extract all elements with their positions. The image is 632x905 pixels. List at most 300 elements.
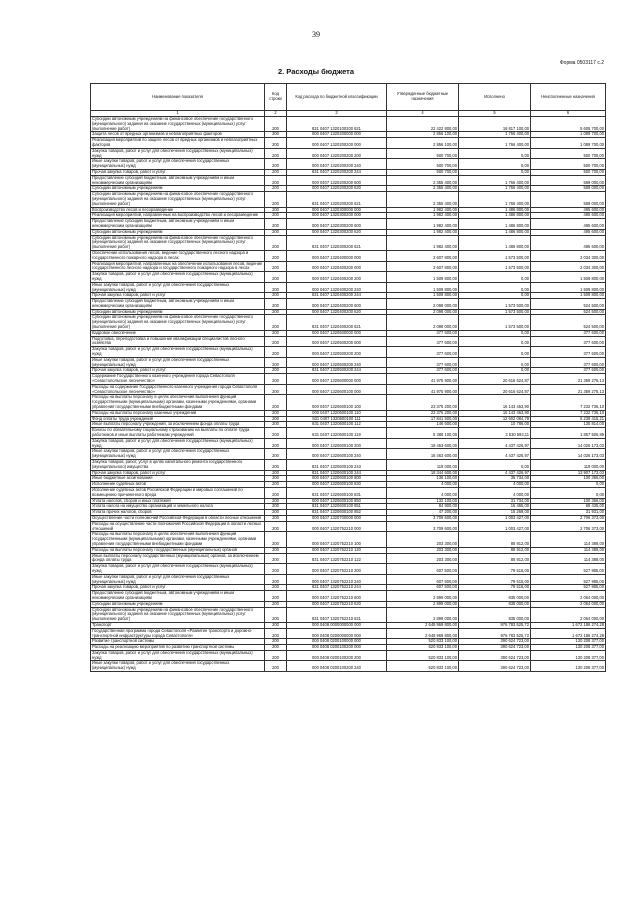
executed-amount-cell: 1 486 800,00 xyxy=(459,235,531,250)
executed-amount-cell: 16 465,00 xyxy=(459,504,531,510)
budget-code-cell: 000 0407 1320400000 000 xyxy=(287,250,387,261)
line-code-cell: 200 xyxy=(265,422,287,428)
approved-amount-cell: 2 355 400,00 xyxy=(387,192,459,207)
line-code-cell: 200 xyxy=(265,498,287,504)
line-code-cell: 200 xyxy=(265,504,287,510)
unexecuted-amount-cell: 589 000,00 xyxy=(531,175,606,186)
approved-amount-cell: 4 000,00 xyxy=(387,487,459,498)
line-code-cell: 200 xyxy=(265,521,287,532)
indicator-name-cell: Иные закупки товаров, работ и услуг для обеспечения государственных (муниципальных) нужд xyxy=(91,661,265,672)
table-row xyxy=(91,628,606,639)
indicator-name-cell: Закупка товаров, работ и услуг для обеспечения государственных (муниципальных) нужд xyxy=(91,272,265,283)
approved-amount-cell: 47 200,00 xyxy=(387,510,459,516)
unexecuted-amount-cell: 135 814,00 xyxy=(531,422,606,428)
indicator-name-cell: Расходы на выплаты персоналу в целях обеспечения выполнения функций государственными (муниципальными) органами, казенными учреждениями, органами управления государственными внебюджетными фондами xyxy=(91,532,265,547)
executed-amount-cell: 1 766 400,00 xyxy=(459,175,531,186)
line-code-cell: 200 xyxy=(265,591,287,602)
column-number: 6 xyxy=(531,111,606,117)
budget-code-cell: 000 0407 1320600100 830 xyxy=(287,482,387,488)
budget-code-cell: 000 0407 1320752210 120 xyxy=(287,547,387,553)
line-code-cell: 200 xyxy=(265,272,287,283)
indicator-name-cell: Реализация мероприятий по защите лесов от вредных организмов и неблагоприятных факторов xyxy=(91,138,265,149)
approved-amount-cell: 1 509 800,00 xyxy=(387,282,459,293)
budget-code-cell: 000 0408 0200100000 000 xyxy=(287,639,387,645)
executed-amount-cell: 390 624 723,00 xyxy=(459,645,531,651)
unexecuted-amount-cell: 524 500,00 xyxy=(531,315,606,330)
budget-code-cell: 000 0407 1320600100 110 xyxy=(287,410,387,416)
approved-amount-cell: 22 422 800,00 xyxy=(387,117,459,132)
approved-amount-cell: 377 600,00 xyxy=(387,347,459,358)
indicator-name-cell: Уплата налога на имущество организаций и земельного налога xyxy=(91,504,265,510)
approved-amount-cell: 500 700,00 xyxy=(387,169,459,175)
unexecuted-amount-cell: 130 208 377,00 xyxy=(531,661,606,672)
approved-amount-cell: 1 982 400,00 xyxy=(387,235,459,250)
approved-amount-cell: 41 975 900,00 xyxy=(387,384,459,395)
table-row xyxy=(91,504,606,510)
table-row xyxy=(91,138,606,149)
indicator-name-cell: Закупка товаров, работ, услуг в целях капитального ремонта государственного (муниципального) имущества xyxy=(91,460,265,471)
executed-amount-cell: 20 616 624,87 xyxy=(459,374,531,385)
indicator-name-cell: Субсидии автономным учреждениям xyxy=(91,229,265,235)
line-code-cell: 200 xyxy=(265,219,287,230)
line-code-cell: 200 xyxy=(265,169,287,175)
table-row xyxy=(91,574,606,585)
indicator-name-cell: Воспроизводство лесов и лесоразведение xyxy=(91,207,265,213)
executed-amount-cell: 3 530 593,11 xyxy=(459,428,531,439)
indicator-name-cell: Исполнение судебных актов xyxy=(91,482,265,488)
executed-amount-cell: 1 766 400,00 xyxy=(459,132,531,138)
unexecuted-amount-cell: 527 985,00 xyxy=(531,564,606,575)
indicator-name-cell: Расходы на выплаты персоналу в целях обеспечения выполнения функций государственными (муниципальными) органами, казенными учреждениями, органами управления государственными внебюджетными фондами xyxy=(91,395,265,410)
budget-code-cell: 000 0407 1320600100 100 xyxy=(287,395,387,410)
line-code-cell: 200 xyxy=(265,235,287,250)
budget-code-cell: 000 0407 1320400200 600 xyxy=(287,299,387,310)
budget-code-cell: 000 0407 1320300200 620 xyxy=(287,229,387,235)
unexecuted-amount-cell: 377 600,00 xyxy=(531,368,606,374)
line-code-cell: 200 xyxy=(265,229,287,235)
approved-amount-cell: 41 975 900,00 xyxy=(387,374,459,385)
executed-amount-cell: 4 437 426,97 xyxy=(459,449,531,460)
indicator-name-cell: Взносы по обязательному социальному страхованию на выплаты по оплате труда работников и иные выплаты работникам учреждений xyxy=(91,428,265,439)
executed-amount-cell: 20 616 624,87 xyxy=(459,384,531,395)
indicator-name-cell: Субсидии автономным учреждениям на финансовое обеспечение государственного (муниципального) задания на оказание государственных (муниципальных) услуг (выполнение работ) xyxy=(91,315,265,330)
line-code-cell: 200 xyxy=(265,510,287,516)
indicator-name-cell: Уплата прочих налогов, сборов xyxy=(91,510,265,516)
line-code-cell: 200 xyxy=(265,460,287,471)
executed-amount-cell: 1 486 800,00 xyxy=(459,229,531,235)
budget-code-cell: 831 0407 1320600100 111 xyxy=(287,416,387,422)
page-number: 39 xyxy=(312,30,320,39)
approved-amount-cell: 18 463 600,00 xyxy=(387,438,459,449)
line-code-cell: 200 xyxy=(265,622,287,628)
header-row xyxy=(91,84,606,111)
budget-code-cell: 831 0407 1320400200 244 xyxy=(287,293,387,299)
indicator-name-cell: Кадровое обеспечение xyxy=(91,330,265,336)
unexecuted-amount-cell: 500 700,00 xyxy=(531,159,606,170)
budget-code-cell: 831 0407 1320752210 244 xyxy=(287,585,387,591)
line-code-cell: 200 xyxy=(265,470,287,476)
approved-amount-cell: 1 982 400,00 xyxy=(387,229,459,235)
table-row xyxy=(91,219,606,230)
budget-code-cell: 000 0407 1320500200 200 xyxy=(287,347,387,358)
budget-code-cell: 831 0407 1320600100 851 xyxy=(287,504,387,510)
indicator-name-cell: Расходы на реализацию мероприятий по развитию транспортной системы xyxy=(91,645,265,651)
indicator-name-cell: Подготовка, переподготовка и повышение квалификации специалистов лесного хозяйства xyxy=(91,336,265,347)
indicator-name-cell: Субсидии автономным учреждениям на финансовое обеспечение государственного (муниципального) задания на оказание государственных (муниципальных) услуг (выполнение работ) xyxy=(91,192,265,207)
executed-amount-cell: 79 515,00 xyxy=(459,564,531,575)
table-row xyxy=(91,374,606,385)
line-code-cell: 200 xyxy=(265,553,287,564)
approved-amount-cell: 132 100,00 xyxy=(387,498,459,504)
executed-amount-cell: 12 602 084,79 xyxy=(459,416,531,422)
unexecuted-amount-cell: 500 700,00 xyxy=(531,169,606,175)
budget-code-cell: 000 0408 0200000000 000 xyxy=(287,628,387,639)
line-code-cell: 200 xyxy=(265,410,287,416)
approved-amount-cell: 520 833 100,00 xyxy=(387,661,459,672)
line-code-cell: 200 xyxy=(265,117,287,132)
approved-amount-cell: 1 509 800,00 xyxy=(387,272,459,283)
indicator-name-cell: Иные бюджетные ассигнования xyxy=(91,476,265,482)
budget-code-cell: 000 0407 1320600100 240 xyxy=(287,449,387,460)
approved-amount-cell: 2 648 969 800,00 xyxy=(387,622,459,628)
approved-amount-cell: 2 899 000,00 xyxy=(387,607,459,622)
unexecuted-amount-cell: 524 500,00 xyxy=(531,309,606,315)
unexecuted-amount-cell: 2 034 300,00 xyxy=(531,250,606,261)
indicator-name-cell: Прочая закупка товаров, работ и услуг xyxy=(91,293,265,299)
table-row xyxy=(91,207,606,213)
executed-amount-cell: 1 573 500,00 xyxy=(459,261,531,272)
line-code-cell: 200 xyxy=(265,661,287,672)
indicator-name-cell: Прочая закупка товаров, работ и услуг xyxy=(91,169,265,175)
approved-amount-cell: 203 300,00 xyxy=(387,547,459,553)
approved-amount-cell: 2 899 000,00 xyxy=(387,591,459,602)
budget-code-cell: 831 0407 1320500200 244 xyxy=(287,368,387,374)
unexecuted-amount-cell: 130 208 377,00 xyxy=(531,645,606,651)
indicator-name-cell: Реализация мероприятий, направленных на воспроизводство лесов и лесоразведение xyxy=(91,213,265,219)
indicator-name-cell: Закупка товаров, работ и услуг для обеспечения государственных (муниципальных) нужд xyxy=(91,148,265,159)
table-row xyxy=(91,261,606,272)
unexecuted-amount-cell: 0,00 xyxy=(531,482,606,488)
line-code-cell: 200 xyxy=(265,207,287,213)
budget-code-cell: 000 0407 1320300200 000 xyxy=(287,213,387,219)
column-number: 2 xyxy=(265,111,287,117)
budget-code-cell: 000 0407 1320500200 000 xyxy=(287,336,387,347)
indicator-name-cell: Иные выплаты персоналу государственных (муниципальных) органов, за исключением фонда оплаты труда xyxy=(91,553,265,564)
approved-amount-cell: 2 355 400,00 xyxy=(387,186,459,192)
table-row xyxy=(91,213,606,219)
table-row xyxy=(91,438,606,449)
budget-code-cell: 831 0407 1320600100 244 xyxy=(287,470,387,476)
table-row xyxy=(91,159,606,170)
indicator-name-cell: Государственная программа города Севастополя «Развитие транспорта и дорожно-транспортной инфраструктуры города Севастополя» xyxy=(91,628,265,639)
budget-code-cell: 000 0407 1320400200 240 xyxy=(287,282,387,293)
approved-amount-cell: 520 833 100,00 xyxy=(387,639,459,645)
budget-code-cell: 000 0407 1320600100 000 xyxy=(287,384,387,395)
executed-amount-cell: 0,00 xyxy=(459,460,531,471)
indicator-name-cell: Фонд оплаты труда учреждений xyxy=(91,416,265,422)
approved-amount-cell: 377 600,00 xyxy=(387,357,459,368)
indicator-name-cell: Закупка товаров, работ и услуг для обеспечения государственных (муниципальных) нужд xyxy=(91,564,265,575)
executed-amount-cell: 0,00 xyxy=(459,272,531,283)
unexecuted-amount-cell: 5 239 415,21 xyxy=(531,416,606,422)
indicator-name-cell: Субсидии автономным учреждениям на финансовое обеспечение государственного (муниципального) задания на оказание государственных (муниципальных) услуг (выполнение работ) xyxy=(91,117,265,132)
approved-amount-cell: 23 376 200,00 xyxy=(387,410,459,416)
indicator-name-cell: Субсидии автономным учреждениям xyxy=(91,601,265,607)
executed-amount-cell: 79 515,00 xyxy=(459,574,531,585)
budget-code-cell: 000 0407 1320400200 000 xyxy=(287,261,387,272)
budget-code-cell: 831 0407 1320600100 112 xyxy=(287,422,387,428)
budget-code-cell: 000 0408 0200100200 240 xyxy=(287,661,387,672)
column-header: Утвержденные бюджетные назначения xyxy=(387,84,459,111)
line-code-cell: 200 xyxy=(265,564,287,575)
executed-amount-cell: 15 269,00 xyxy=(459,510,531,516)
unexecuted-amount-cell: 21 359 275,13 xyxy=(531,384,606,395)
expenses-table xyxy=(90,83,606,672)
budget-code-cell: 000 0407 1320700000 000 xyxy=(287,515,387,521)
indicator-name-cell: Предоставление субсидий бюджетным, автономным учреждениям и иным некоммерческим организациям xyxy=(91,591,265,602)
table-row xyxy=(91,607,606,622)
table-row xyxy=(91,532,606,547)
executed-amount-cell: 1 766 400,00 xyxy=(459,192,531,207)
budget-code-cell: 000 0407 1320200200 620 xyxy=(287,186,387,192)
approved-amount-cell: 2 648 969 800,00 xyxy=(387,628,459,639)
unexecuted-amount-cell: 13 907 173,03 xyxy=(531,470,606,476)
budget-code-cell: 000 0407 1320200200 600 xyxy=(287,175,387,186)
line-code-cell: 200 xyxy=(265,148,287,159)
approved-amount-cell: 18 344 600,00 xyxy=(387,470,459,476)
indicator-name-cell: Иные выплаты персоналу учреждений, за исключением фонда оплаты труда xyxy=(91,422,265,428)
executed-amount-cell: 1 573 500,00 xyxy=(459,299,531,310)
unexecuted-amount-cell: 2 064 000,00 xyxy=(531,591,606,602)
budget-code-cell: 000 0407 1320400200 200 xyxy=(287,272,387,283)
unexecuted-amount-cell: 14 026 173,03 xyxy=(531,438,606,449)
approved-amount-cell: 18 463 600,00 xyxy=(387,449,459,460)
indicator-name-cell: Иные закупки товаров, работ и услуг для обеспечения государственных (муниципальных) нужд xyxy=(91,574,265,585)
unexecuted-amount-cell: 2 706 373,00 xyxy=(531,515,606,521)
unexecuted-amount-cell: 1 857 506,89 xyxy=(531,428,606,439)
table-row xyxy=(91,645,606,651)
column-number: 3 xyxy=(287,111,387,117)
table-row xyxy=(91,650,606,661)
unexecuted-amount-cell: 2 034 300,00 xyxy=(531,261,606,272)
budget-code-cell: 000 0407 1320752210 240 xyxy=(287,574,387,585)
line-code-cell: 200 xyxy=(265,374,287,385)
unexecuted-amount-cell: 21 359 275,13 xyxy=(531,374,606,385)
unexecuted-amount-cell: 5 605 700,00 xyxy=(531,117,606,132)
executed-amount-cell: 835 000,00 xyxy=(459,601,531,607)
budget-code-cell: 000 0407 1320752210 620 xyxy=(287,601,387,607)
approved-amount-cell: 607 500,00 xyxy=(387,564,459,575)
unexecuted-amount-cell: 524 500,00 xyxy=(531,299,606,310)
executed-amount-cell: 1 486 800,00 xyxy=(459,207,531,213)
executed-amount-cell: 10 786,00 xyxy=(459,422,531,428)
executed-amount-cell: 16 143 463,90 xyxy=(459,395,531,410)
unexecuted-amount-cell: 1 509 800,00 xyxy=(531,282,606,293)
unexecuted-amount-cell: 130 208 377,00 xyxy=(531,639,606,645)
budget-code-cell: 000 0407 1320600100 200 xyxy=(287,438,387,449)
table-row xyxy=(91,395,606,410)
executed-amount-cell: 35 734,00 xyxy=(459,476,531,482)
form-label: Форма 0503117 с.2 xyxy=(559,60,604,66)
budget-code-cell: 000 0407 1320500200 240 xyxy=(287,357,387,368)
approved-amount-cell: 119 000,00 xyxy=(387,460,459,471)
executed-amount-cell: 79 515,00 xyxy=(459,585,531,591)
line-code-cell: 200 xyxy=(265,299,287,310)
budget-code-cell: 831 0407 1320400200 621 xyxy=(287,315,387,330)
line-code-cell: 200 xyxy=(265,368,287,374)
indicator-name-cell: Расходы на содержание Государственного казенного учреждения города Севастополя «Севастопольское лесничество» xyxy=(91,384,265,395)
budget-code-cell: 831 0407 1320600100 852 xyxy=(287,510,387,516)
table-row xyxy=(91,282,606,293)
executed-amount-cell: 0,00 xyxy=(459,347,531,358)
line-code-cell: 200 xyxy=(265,315,287,330)
table-row xyxy=(91,250,606,261)
line-code-cell: 200 xyxy=(265,384,287,395)
table-row xyxy=(91,132,606,138)
approved-amount-cell: 203 300,00 xyxy=(387,553,459,564)
executed-amount-cell: 88 912,00 xyxy=(459,532,531,547)
executed-amount-cell: 1 486 800,00 xyxy=(459,213,531,219)
column-number: 1 xyxy=(91,111,265,117)
approved-amount-cell: 520 833 100,00 xyxy=(387,645,459,651)
table-row xyxy=(91,487,606,498)
table-row xyxy=(91,428,606,439)
budget-code-cell: 000 0407 1320752210 200 xyxy=(287,564,387,575)
unexecuted-amount-cell: 31 931,00 xyxy=(531,510,606,516)
line-code-cell: 200 xyxy=(265,428,287,439)
executed-amount-cell: 976 783 525,72 xyxy=(459,628,531,639)
budget-code-cell: 000 0407 1320300200 600 xyxy=(287,219,387,230)
executed-amount-cell: 0,00 xyxy=(459,148,531,159)
unexecuted-amount-cell: 68 435,00 xyxy=(531,504,606,510)
indicator-name-cell: Развитие транспортной системы xyxy=(91,639,265,645)
budget-code-cell: 831 0407 1320752210 621 xyxy=(287,607,387,622)
indicator-name-cell: Расходы на выплаты персоналу казенных учреждений xyxy=(91,410,265,416)
unexecuted-amount-cell: 14 026 173,03 xyxy=(531,449,606,460)
unexecuted-amount-cell: 377 600,00 xyxy=(531,357,606,368)
indicator-name-cell: Уплата налогов, сборов и иных платежей xyxy=(91,498,265,504)
approved-amount-cell: 2 856 100,00 xyxy=(387,132,459,138)
budget-code-cell: 000 0408 0200100200 200 xyxy=(287,650,387,661)
line-code-cell: 200 xyxy=(265,192,287,207)
table-row xyxy=(91,272,606,283)
approved-amount-cell: 1 982 400,00 xyxy=(387,213,459,219)
line-code-cell: 200 xyxy=(265,186,287,192)
approved-amount-cell: 3 607 800,00 xyxy=(387,261,459,272)
executed-amount-cell: 0,00 xyxy=(459,282,531,293)
executed-amount-cell: 1 573 500,00 xyxy=(459,315,531,330)
unexecuted-amount-cell: 495 600,00 xyxy=(531,213,606,219)
approved-amount-cell: 2 856 100,00 xyxy=(387,138,459,149)
table-row xyxy=(91,299,606,310)
line-code-cell: 200 xyxy=(265,261,287,272)
table-row xyxy=(91,564,606,575)
line-code-cell: 200 xyxy=(265,213,287,219)
indicator-name-cell: Закупка товаров, работ и услуг для обеспечения государственных (муниципальных) нужд xyxy=(91,347,265,358)
column-header: Код расхода по бюджетной классификации xyxy=(287,84,387,111)
executed-amount-cell: 0,00 xyxy=(459,330,531,336)
executed-amount-cell: 0,00 xyxy=(459,368,531,374)
approved-amount-cell: 17 841 500,00 xyxy=(387,416,459,422)
line-code-cell: 200 xyxy=(265,607,287,622)
line-code-cell: 200 xyxy=(265,132,287,138)
approved-amount-cell: 4 000,00 xyxy=(387,482,459,488)
approved-amount-cell: 203 300,00 xyxy=(387,532,459,547)
column-header: Код строки xyxy=(265,84,287,111)
indicator-name-cell: Исполнение судебных актов Российской Федерации и мировых соглашений по возмещению причиненного вреда xyxy=(91,487,265,498)
unexecuted-amount-cell: 130 208 377,00 xyxy=(531,650,606,661)
line-code-cell: 200 xyxy=(265,650,287,661)
indicator-name-cell: Осуществление части полномочий Российской Федерации в области лесных отношений xyxy=(91,515,265,521)
table-row xyxy=(91,460,606,471)
line-code-cell: 200 xyxy=(265,547,287,553)
approved-amount-cell: 500 700,00 xyxy=(387,148,459,159)
approved-amount-cell: 1 509 800,00 xyxy=(387,293,459,299)
approved-amount-cell: 23 376 200,00 xyxy=(387,395,459,410)
approved-amount-cell: 1 982 400,00 xyxy=(387,219,459,230)
table-row xyxy=(91,357,606,368)
executed-amount-cell: 835 000,00 xyxy=(459,607,531,622)
unexecuted-amount-cell: 7 232 736,10 xyxy=(531,410,606,416)
unexecuted-amount-cell: 377 600,00 xyxy=(531,336,606,347)
budget-code-cell: 000 0407 1320300000 000 xyxy=(287,207,387,213)
line-code-cell: 200 xyxy=(265,416,287,422)
line-code-cell: 200 xyxy=(265,357,287,368)
indicator-name-cell: Реализация мероприятий, направленных на обеспечение использования лесов, ведение государственного лесного надзора и государственного пожарного надзора в лесах xyxy=(91,261,265,272)
approved-amount-cell: 1 982 400,00 xyxy=(387,207,459,213)
approved-amount-cell: 2 355 400,00 xyxy=(387,175,459,186)
unexecuted-amount-cell: 495 600,00 xyxy=(531,207,606,213)
indicator-name-cell: Субсидии автономным учреждениям xyxy=(91,309,265,315)
executed-amount-cell: 88 912,00 xyxy=(459,553,531,564)
table-row xyxy=(91,553,606,564)
table-row xyxy=(91,449,606,460)
executed-amount-cell: 31 734,00 xyxy=(459,498,531,504)
unexecuted-amount-cell: 2 064 000,00 xyxy=(531,607,606,622)
unexecuted-amount-cell: 114 388,00 xyxy=(531,547,606,553)
budget-code-cell: 000 0408 0200100200 000 xyxy=(287,645,387,651)
budget-code-cell: 831 0407 1320600100 831 xyxy=(287,487,387,498)
unexecuted-amount-cell: 500 700,00 xyxy=(531,148,606,159)
unexecuted-amount-cell: 2 706 373,00 xyxy=(531,521,606,532)
line-code-cell: 200 xyxy=(265,293,287,299)
approved-amount-cell: 136 100,00 xyxy=(387,476,459,482)
executed-amount-cell: 0,00 xyxy=(459,169,531,175)
executed-amount-cell: 4 437 426,97 xyxy=(459,438,531,449)
executed-amount-cell: 0,00 xyxy=(459,336,531,347)
unexecuted-amount-cell: 1 672 186 274,28 xyxy=(531,628,606,639)
column-header: Наименование показателя xyxy=(91,84,265,111)
executed-amount-cell: 16 817 100,00 xyxy=(459,117,531,132)
budget-code-cell: 000 0407 1320200200 200 xyxy=(287,148,387,159)
executed-amount-cell: 1 573 500,00 xyxy=(459,250,531,261)
executed-amount-cell: 1 573 500,00 xyxy=(459,309,531,315)
line-code-cell: 200 xyxy=(265,347,287,358)
executed-amount-cell: 4 000,00 xyxy=(459,487,531,498)
indicator-name-cell: Расходы на выплаты персоналу государственных (муниципальных) органов xyxy=(91,547,265,553)
indicator-name-cell: Прочая закупка товаров, работ и услуг xyxy=(91,470,265,476)
line-code-cell: 200 xyxy=(265,395,287,410)
indicator-name-cell: Содержание Государственного казенного учреждения города Севастополя «Севастопольское лесничество» xyxy=(91,374,265,385)
line-code-cell: 200 xyxy=(265,250,287,261)
approved-amount-cell: 500 700,00 xyxy=(387,159,459,170)
unexecuted-amount-cell: 2 064 000,00 xyxy=(531,601,606,607)
approved-amount-cell: 84 900,00 xyxy=(387,504,459,510)
budget-code-cell: 000 0407 1320600100 800 xyxy=(287,476,387,482)
unexecuted-amount-cell: 1 089 700,00 xyxy=(531,132,606,138)
executed-amount-cell: 1 766 400,00 xyxy=(459,186,531,192)
table-row xyxy=(91,148,606,159)
